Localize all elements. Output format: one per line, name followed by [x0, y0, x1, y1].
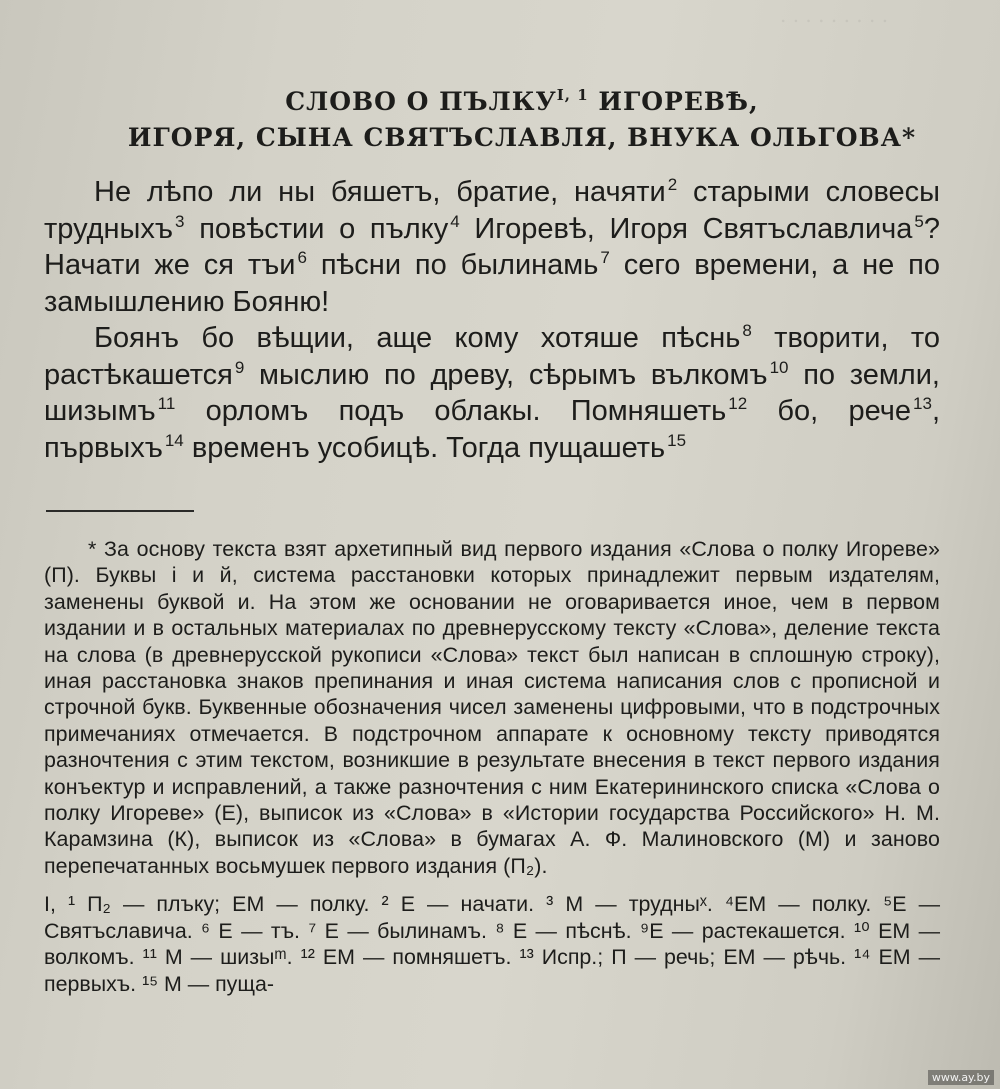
editorial-footnote [44, 536, 940, 879]
paragraph-1: Не лѣпо ли ны бяшетъ, братие, начяти $^2$ старыми словесы трудныхъ $^3$ повѣстии о пълку $^4$ Игоревѣ, Игоря Святъславлича $^5$? Начати же ся тъи $^6$ пѣсни по былинамь $^7$ сего времени, а не по замышлению Бояню! [44, 175, 940, 318]
variants-text: I, ¹ П₂ — плъку; ЕМ — полку. ² Е — начати. ³ М — трудныˣ. ⁴ЕМ — полку. ⁵Е — Святъславича. ⁶ Е — тъ. ⁷ Е — былинамъ. ⁸ Е — пѣснѣ. ⁹Е — растекашется. ¹⁰ ЕМ — волкомъ. ¹¹ М — шизыᵐ. ¹² ЕМ — помняшетъ. ¹³ Испр.; П — речь; ЕМ — рѣчь. ¹⁴ ЕМ — первыхъ. ¹⁵ М — пуща- [44, 892, 940, 997]
main-text [44, 174, 940, 466]
footnote-text: * За основу текста взят архетипный вид первого издания «Слова о полку Игореве» (П). Буквы і и й, система расстановки которых принадлежит первым издателям, заменены буквой и. На этом же основании не оговаривается иное, чем в первом издании и в остальных материалах по древнерусскому тексту «Слова», деление текста на слова (в древнерусской рукописи «Слова» текст был написан в сплошную строку), иная расстановка знаков препинания и иная система написания слов с прописной и строчной букв. Буквенные обозначения чисел заменены цифровыми, что в подстрочных примечаниях отмечается. В подстрочном аппарате к основному тексту приводятся разночтения с этим текстом, возникшие в результате внесения в текст первого издания конъектур и исправлений, а также разночтения с ним Екатерининского списка «Слова о полку Игореве» (Е), выписок из «Слова» в «Истории государства Российского» Н. М. Карамзина (К), выписок из «Слова» в бумагах А. Ф. Малиновского (М) и заново перепечатанных восьмушек первого издания (П₂). [44, 537, 940, 878]
site-watermark: www.ay.by [928, 1070, 994, 1085]
title-footnote-ref: I, 1 [556, 86, 589, 104]
title-line-1: СЛОВО О $ПЪЛКУ^{I, 1}$ ИГОРЕВѢ, [285, 86, 759, 116]
title-line-2: ИГОРЯ, СЫНА СВЯТЪСЛАВЛЯ, ВНУКА ОЛЬГОВА* [127, 123, 917, 152]
page-title [44, 84, 940, 156]
page-content [44, 80, 940, 998]
variant-readings [44, 891, 940, 997]
footnote-divider [46, 510, 194, 512]
paragraph-2: Боянъ бо вѣщии, аще кому хотяше пѣснь $^8$ творити, то растѣкашется $^9$ мыслию по древу, сѣрымъ вълкомъ $^{10}$ по земли, шизымъ $^{11}$ орломъ подъ облакы. Помняшеть $^{12}$ бо, рече $^{13}$, първыхъ $^{14}$ временъ усобицѣ. Тогда пущашеть $^{15}$ [44, 321, 940, 464]
bleed-through-text: . . . . . . . . . [780, 3, 889, 27]
